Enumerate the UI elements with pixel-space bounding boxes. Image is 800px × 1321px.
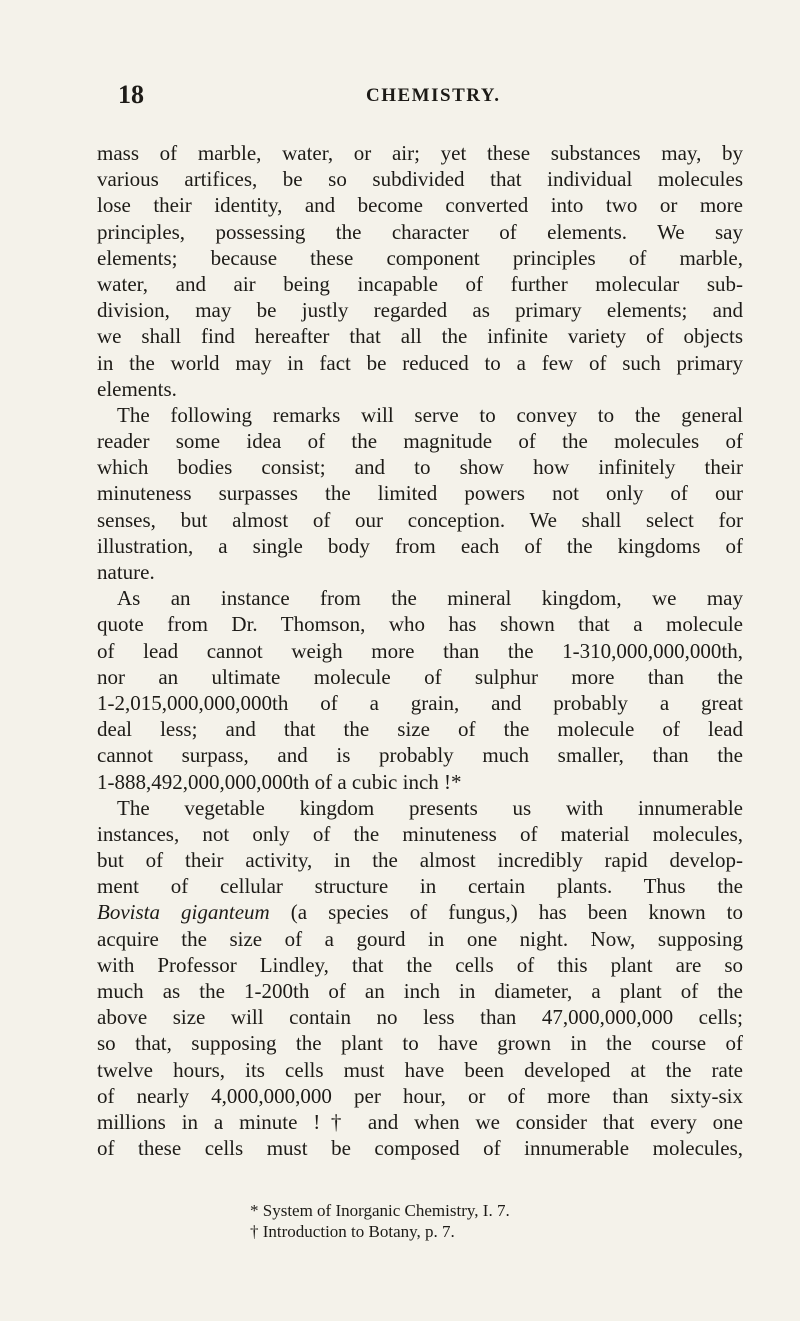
text-line: ment of cellular structure in certain plants. Thus the xyxy=(97,874,743,899)
text-line: nature. xyxy=(97,560,155,584)
text-line: minuteness surpasses the limited powers not only of our xyxy=(97,481,743,506)
text-line: of these cells must be composed of innumerable molecules, xyxy=(97,1136,743,1161)
text-line: with Professor Lindley, that the cells of this plant are so xyxy=(97,952,743,977)
text-line: water, and air being incapable of further molecular sub- xyxy=(97,271,743,296)
text-line: in the world may in fact be reduced to a few of such primary xyxy=(97,350,743,375)
text-line: above size will contain no less than 47,000,000,000 cells; xyxy=(97,1005,743,1030)
page-header xyxy=(118,80,740,114)
text-line: The vegetable kingdom presents us with innumerable xyxy=(117,795,743,820)
footnotes xyxy=(250,1200,750,1242)
text-line: principles, possessing the character of elements. We say xyxy=(97,219,743,244)
text-line: we shall find hereafter that all the infinite variety of objects xyxy=(97,324,743,349)
text-line: nor an ultimate molecule of sulphur more than the xyxy=(97,664,743,689)
running-title: CHEMISTRY. xyxy=(366,85,501,106)
text-line: As an instance from the mineral kingdom, we may xyxy=(117,586,743,611)
text-line: division, may be justly regarded as primary elements; and xyxy=(97,298,743,323)
text-line: senses, but almost of our conception. We shall select for xyxy=(97,507,743,532)
text-line: much as the 1-200th of an inch in diameter, a plant of the xyxy=(97,979,743,1003)
text-line: illustration, a single body from each of the kingdoms of xyxy=(97,533,743,558)
text-line: 1-2,015,000,000,000th of a grain, and probably a great xyxy=(97,690,743,715)
text-line: 1-888,492,000,000,000th of a cubic inch !* xyxy=(97,769,462,794)
page-number: 18 xyxy=(118,80,144,109)
footnote: † Introduction to Botany, p. 7. xyxy=(250,1222,455,1241)
body-text xyxy=(97,140,743,1161)
text-line: The following remarks will serve to convey to the general xyxy=(117,402,743,427)
text-line: elements; because these component principles of marble, xyxy=(97,245,743,270)
footnote: * System of Inorganic Chemistry, I. 7. xyxy=(250,1201,510,1220)
text-line: of lead cannot weigh more than the 1-310,000,000,000th, xyxy=(97,638,743,663)
text-line: reader some idea of the magnitude of the molecules of xyxy=(97,429,743,454)
text-line: quote from Dr. Thomson, who has shown that a molecule xyxy=(97,612,743,637)
text-line: twelve hours, its cells must have been developed at the rate xyxy=(97,1057,743,1082)
text-line: Bovista giganteum (a species of fungus,) has been known to xyxy=(97,900,743,925)
text-line: of nearly 4,000,000,000 per hour, or of more than sixty-six xyxy=(97,1083,743,1108)
text-line: lose their identity, and become converted into two or more xyxy=(97,193,743,218)
text-line: various artifices, be so subdivided that individual molecules xyxy=(97,167,743,192)
text-line: so that, supposing the plant to have grown in the course of xyxy=(97,1031,743,1056)
text-line: deal less; and that the size of the molecule of lead xyxy=(97,717,743,742)
text-line: millions in a minute !† and when we consider that every one xyxy=(97,1109,743,1134)
species-name: Bovista giganteum xyxy=(97,900,270,925)
text-line: instances, not only of the minuteness of material molecules, xyxy=(97,821,743,846)
text-line: cannot surpass, and is probably much smaller, than the xyxy=(97,743,743,768)
text-line: which bodies consist; and to show how infinitely their xyxy=(97,455,743,480)
text-line: acquire the size of a gourd in one night. Now, supposing xyxy=(97,926,743,951)
text-line: mass of marble, water, or air; yet these substances may, by xyxy=(97,141,743,165)
text-line: elements. xyxy=(97,376,177,401)
text-line: but of their activity, in the almost incredibly rapid develop- xyxy=(97,848,743,873)
